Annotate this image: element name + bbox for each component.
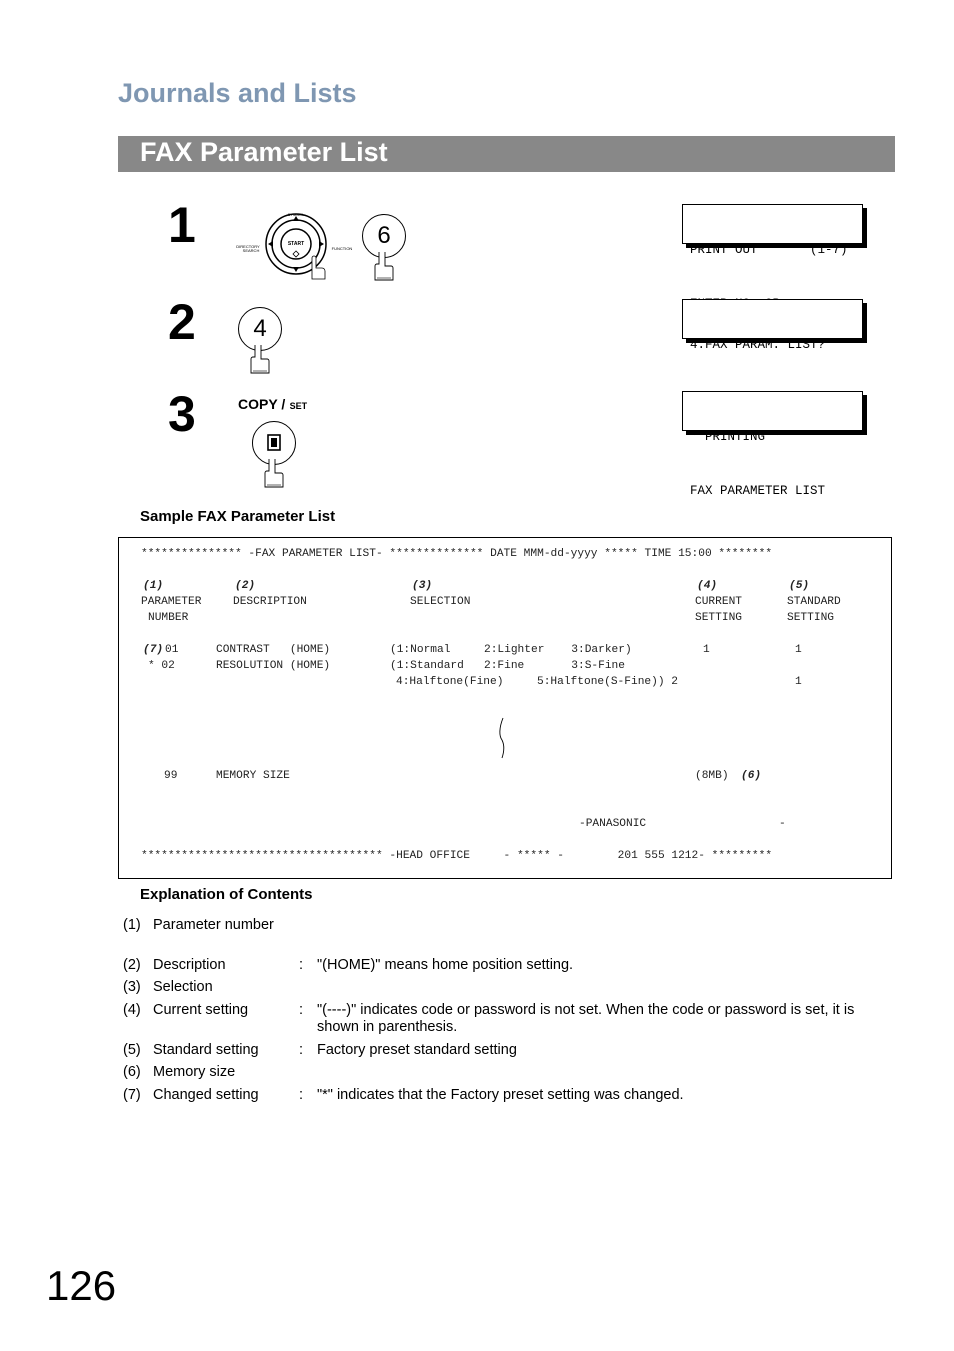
explanation-item-text: "(HOME)" means home position setting. <box>317 957 574 973</box>
report-footer-line: ************************************ -HEAD OFFICE - ***** - 201 555 1212- ********* <box>141 850 773 862</box>
lcd-line: 4:FAX PARAM. LIST? <box>690 338 826 352</box>
keypad-button-4[interactable]: 4 <box>238 307 282 351</box>
footer-company: -PANASONIC <box>579 818 647 830</box>
row-description: RESOLUTION (HOME) <box>216 660 331 672</box>
explanation-item-text-continued: shown in parenthesis. <box>317 1019 458 1035</box>
pressing-hand-icon <box>373 252 395 282</box>
explanation-item-text: Factory preset standard setting <box>317 1042 517 1058</box>
column-head-current-setting: SETTING <box>695 612 742 624</box>
copy-label: COPY / <box>238 396 286 412</box>
page-title: FAX Parameter List <box>140 137 388 167</box>
explanation-item-colon: : <box>299 1087 304 1103</box>
column-marker-7: (7) <box>143 644 164 656</box>
lcd-line: PRINT OUT (1-7) <box>690 243 848 257</box>
dial-label-directory: DIRECTORY <box>236 244 260 249</box>
dial-label-start: START <box>287 241 305 247</box>
sample-report <box>118 537 892 879</box>
explanation-item-term: Description <box>153 957 226 973</box>
explanation-item-number: (3) <box>123 979 141 995</box>
step-number-3: 3 <box>168 386 196 442</box>
lcd-line: FAX PARAMETER LIST <box>690 484 826 498</box>
explanation-item-number: (1) <box>123 917 141 933</box>
explanation-item-number: (2) <box>123 957 141 973</box>
copy-set-label <box>238 396 307 414</box>
column-marker-6: (6) <box>741 770 762 782</box>
explanation-item-number: (6) <box>123 1064 141 1080</box>
column-head-number: NUMBER <box>148 612 189 624</box>
explanation-item-colon: : <box>299 1002 304 1018</box>
row-selection-continued: 4:Halftone(Fine) 5:Halftone(S-Fine)) 2 <box>396 676 678 688</box>
explanation-item-text: "(----)" indicates code or password is not set. When the code or password is set, it is <box>317 1002 855 1018</box>
explanation-item-text: "*" indicates that the Factory preset setting was changed. <box>317 1087 684 1103</box>
column-head-selection: SELECTION <box>410 596 471 608</box>
explanation-item-term: Parameter number <box>153 917 274 933</box>
lcd-display-step-2 <box>682 299 863 352</box>
memory-value: (8MB) <box>695 770 729 782</box>
set-label: SET <box>289 401 308 411</box>
step-number-2: 2 <box>168 294 196 350</box>
column-marker-4: (4) <box>697 580 718 592</box>
column-head-standard: STANDARD <box>787 596 841 608</box>
report-header-line: *************** -FAX PARAMETER LIST- ************** DATE MMM-dd-yyyy ***** TIME 15:00 ******** <box>141 548 773 560</box>
row-current-setting: 1 <box>703 644 710 656</box>
explanation-heading: Explanation of Contents <box>140 886 313 903</box>
row-selection: (1:Normal 2:Lighter 3:Darker) <box>390 644 632 656</box>
column-marker-5: (5) <box>789 580 810 592</box>
omission-mark <box>497 716 507 760</box>
explanation-item-number: (4) <box>123 1002 141 1018</box>
dial-label-symbol: SYMBOL <box>287 212 305 217</box>
step-number-1: 1 <box>168 197 196 253</box>
row-standard-setting: 1 <box>795 676 802 688</box>
explanation-item-colon: : <box>299 1042 304 1058</box>
column-marker-2: (2) <box>235 580 256 592</box>
lcd-display-step-3 <box>682 391 863 498</box>
row-number: 01 <box>165 644 179 656</box>
dial-icon <box>236 208 356 284</box>
page-number: 126 <box>46 1262 117 1309</box>
row-standard-setting: 1 <box>795 644 802 656</box>
column-head-standard-setting: SETTING <box>787 612 834 624</box>
explanation-item-number: (5) <box>123 1042 141 1058</box>
column-head-current: CURRENT <box>695 596 742 608</box>
column-head-parameter: PARAMETER <box>141 596 202 608</box>
memory-number: 99 <box>164 770 178 782</box>
explanation-item-term: Memory size <box>153 1064 236 1080</box>
memory-description: MEMORY SIZE <box>216 770 290 782</box>
explanation-item-term: Changed setting <box>153 1087 259 1103</box>
lcd-line: * PRINTING * <box>690 430 781 444</box>
explanation-item-term: Current setting <box>153 1002 249 1018</box>
explanation-item-term: Standard setting <box>153 1042 259 1058</box>
pressing-hand-icon <box>249 345 271 375</box>
row-description: CONTRAST (HOME) <box>216 644 331 656</box>
pressing-hand-icon <box>263 459 285 489</box>
explanation-item-number: (7) <box>123 1087 141 1103</box>
section-title: Journals and Lists <box>118 78 357 108</box>
explanation-item-colon: : <box>299 957 304 973</box>
keypad-button-6[interactable]: 6 <box>362 214 406 258</box>
page-title-bar <box>118 136 895 172</box>
column-head-description: DESCRIPTION <box>233 596 307 608</box>
footer-dash: - <box>779 818 786 830</box>
column-marker-1: (1) <box>143 580 164 592</box>
row-selection: (1:Standard 2:Fine 3:S-Fine <box>390 660 625 672</box>
dial-label-function: FUNCTION <box>331 246 353 251</box>
sample-heading: Sample FAX Parameter List <box>140 508 336 525</box>
lcd-display-step-1 <box>682 204 863 257</box>
row-number: * 02 <box>148 660 175 672</box>
column-marker-3: (3) <box>412 580 433 592</box>
dial-label-search: SEARCH <box>242 248 260 253</box>
copy-icon <box>253 422 295 464</box>
control-dial <box>236 208 356 284</box>
explanation-item-term: Selection <box>153 979 213 995</box>
